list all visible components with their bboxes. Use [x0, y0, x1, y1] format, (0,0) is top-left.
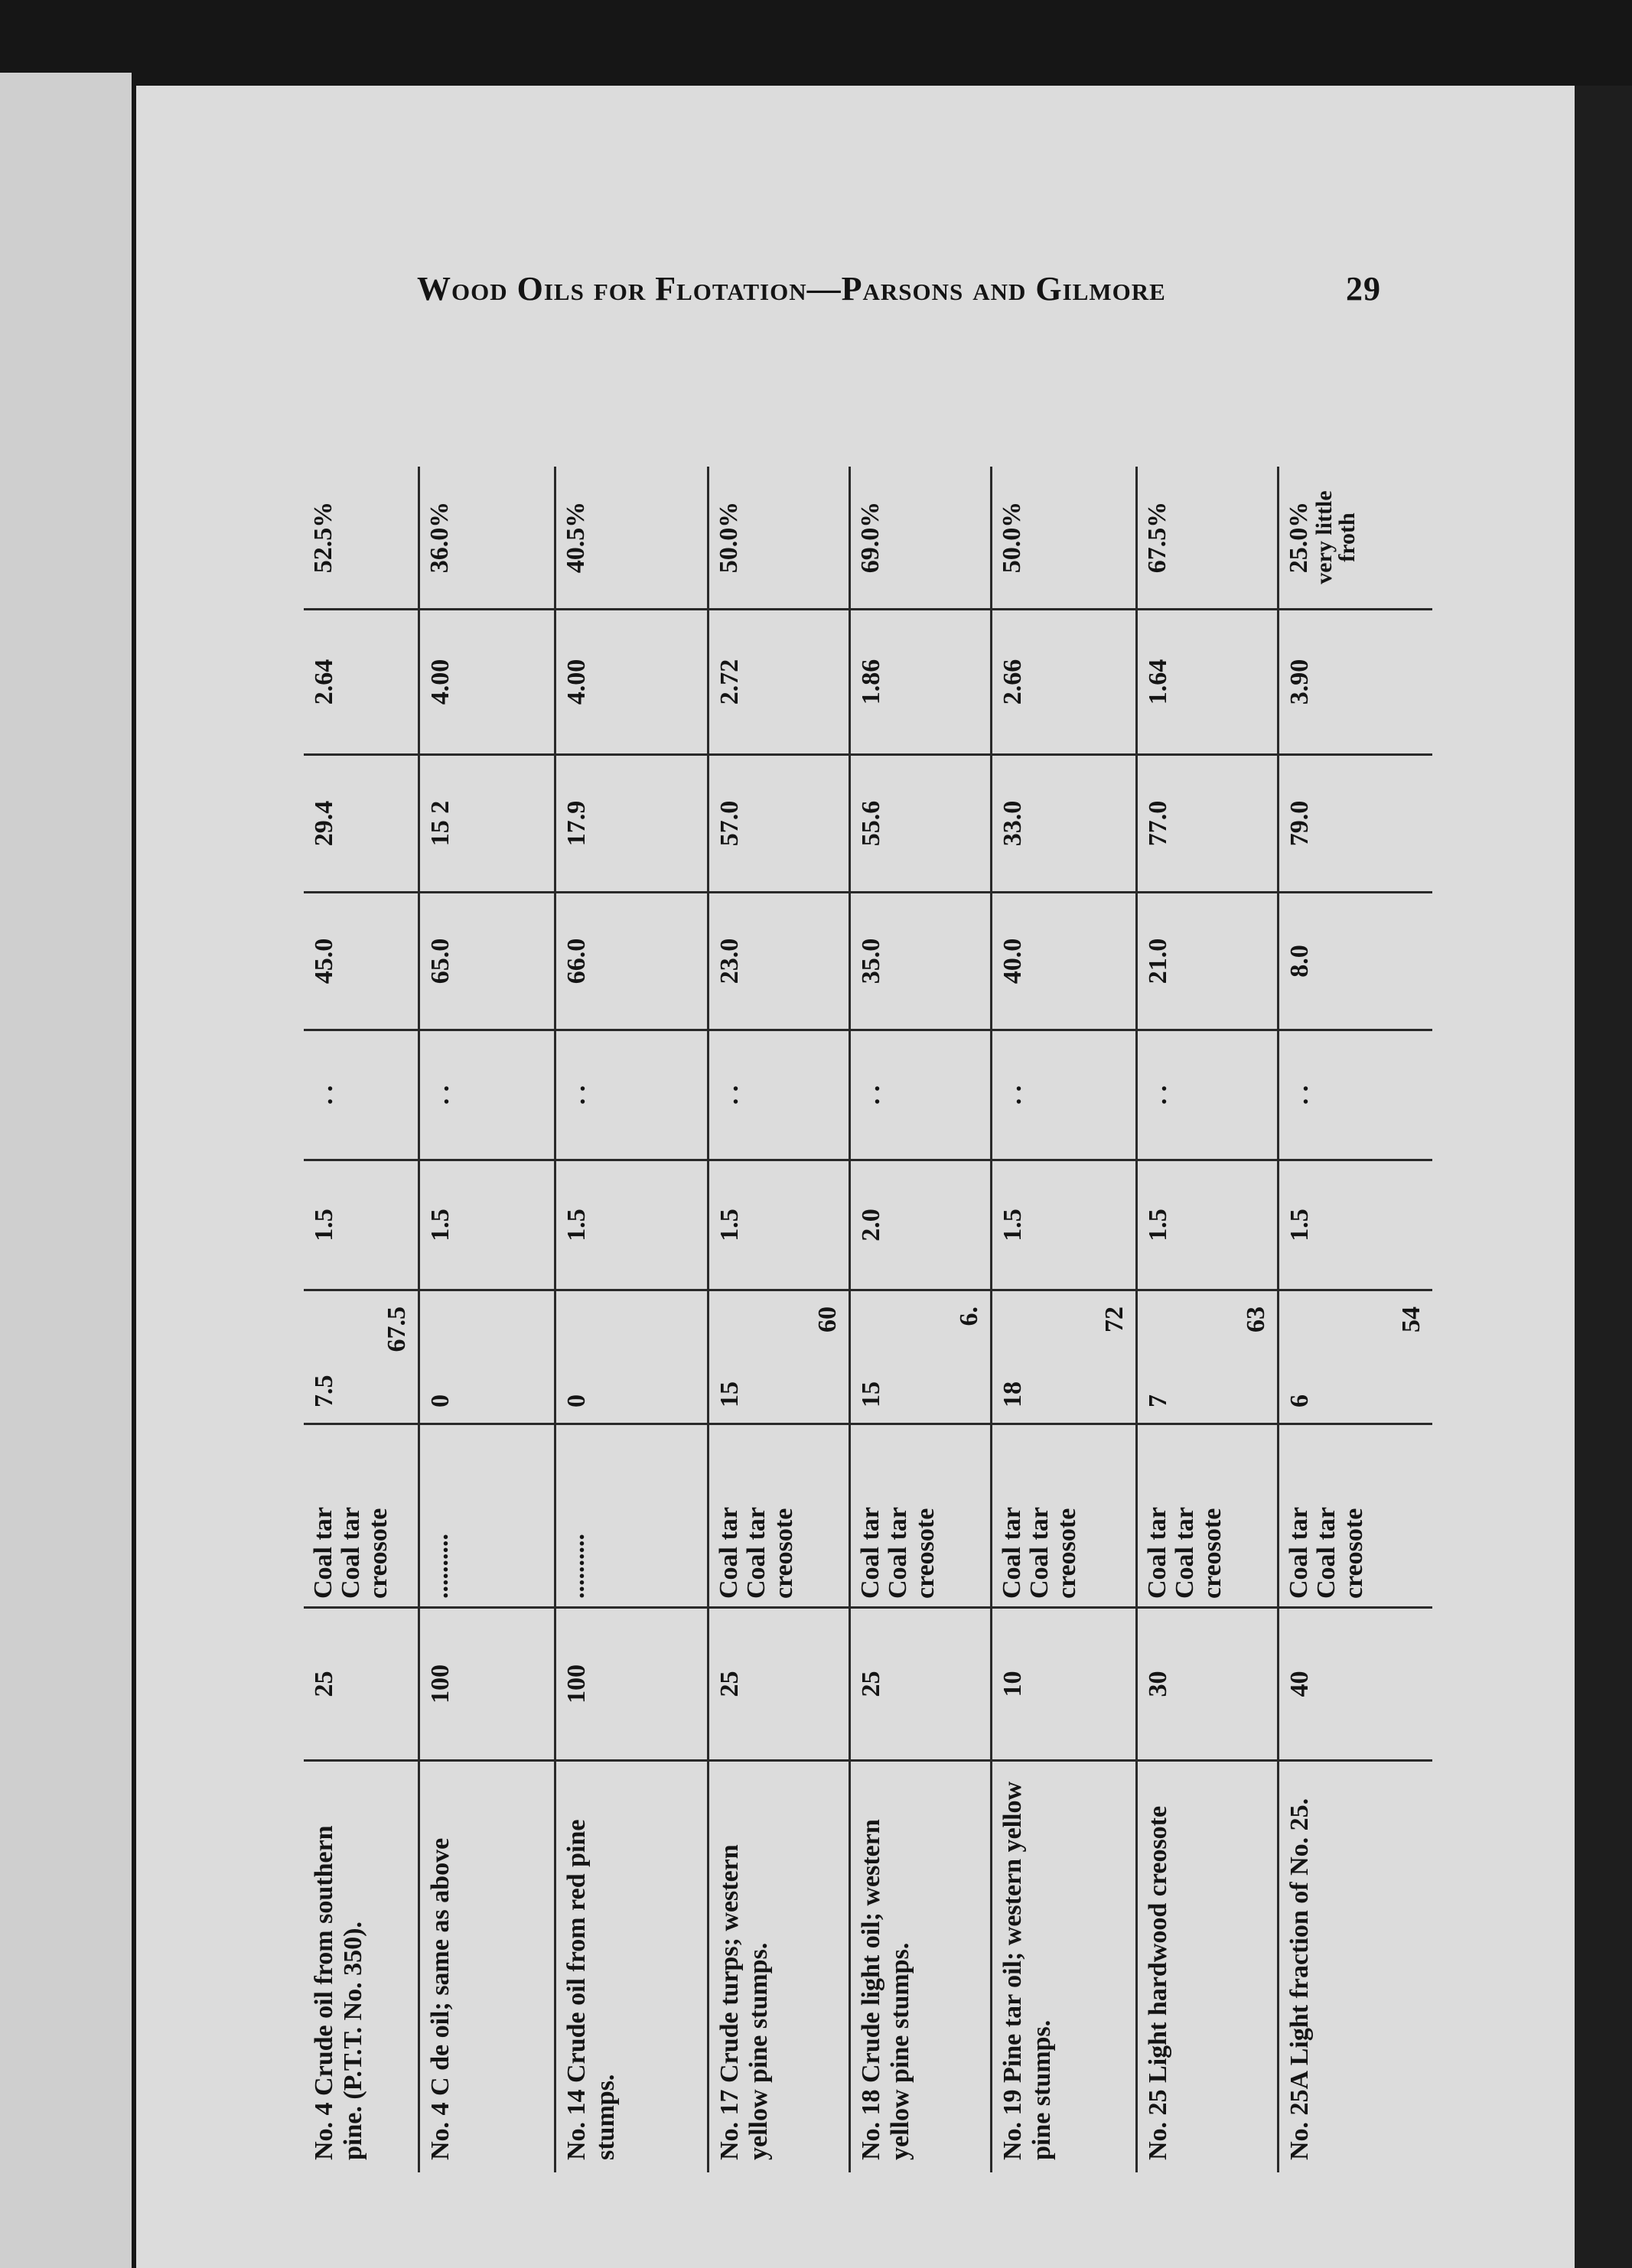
ratio-values — [998, 1299, 1129, 1415]
value-col-8: 29.4 — [304, 753, 420, 891]
value-col-7: 66.0 — [556, 891, 709, 1029]
value-col-9: 2.66 — [992, 608, 1138, 753]
added-substance-line: Coal tar — [309, 1507, 337, 1599]
dotted-cell: . . — [851, 1029, 992, 1159]
added-substance-line: creosote — [911, 1508, 940, 1599]
recovery-result — [556, 467, 709, 608]
oil-lbs: 1.5 — [1138, 1159, 1279, 1289]
added-substance-line: Coal tar — [1171, 1507, 1199, 1599]
recovery-result — [304, 467, 420, 608]
oil-description: No. 25 Light hardwood creosote — [1138, 1759, 1279, 2172]
data-table — [304, 459, 1425, 2172]
ratio-cell — [556, 1289, 709, 1423]
header-title: Wood Oils for Flotation—Parsons and Gilmore — [417, 270, 1166, 307]
value-col-9: 2.72 — [709, 608, 851, 753]
result-note: very little froth — [1311, 490, 1360, 584]
result-lines — [715, 474, 743, 600]
oil-lbs: 1.5 — [556, 1159, 709, 1289]
added-substance-line: Coal tar — [715, 1507, 743, 1599]
ratio-values — [1285, 1299, 1426, 1415]
oil-percent: 25 — [304, 1606, 420, 1759]
recovery-result — [1279, 467, 1432, 608]
added-substance-lines — [310, 1433, 393, 1599]
added-substance-line: creosote — [1198, 1508, 1226, 1599]
oil-percent: 10 — [992, 1606, 1138, 1759]
recovery-result — [420, 467, 556, 608]
result-value: 67.5% — [1143, 501, 1171, 574]
ratio-upper: 15 — [857, 1381, 885, 1407]
result-lines — [310, 474, 337, 600]
result-lines — [1285, 474, 1359, 600]
added-substance-line: Coal tar — [337, 1507, 365, 1599]
oil-description: No. 14 Crude oil from red pine stumps. — [556, 1759, 709, 2172]
added-substance-line: Coal tar — [998, 1507, 1026, 1599]
value-col-7: 21.0 — [1138, 891, 1279, 1029]
ratio-upper: 15 — [715, 1381, 744, 1407]
added-substance — [851, 1423, 992, 1606]
oil-lbs: 1.5 — [992, 1159, 1138, 1289]
added-substance-line: creosote — [1340, 1508, 1368, 1599]
value-col-8: 57.0 — [709, 753, 851, 891]
value-col-9: 4.00 — [420, 608, 556, 753]
value-col-8: 55.6 — [851, 753, 992, 891]
running-header — [417, 269, 1381, 315]
added-substance-line: Coal tar — [1285, 1507, 1313, 1599]
value-col-8: 33.0 — [992, 753, 1138, 891]
recovery-result — [709, 467, 851, 608]
added-substance-lines — [1285, 1433, 1368, 1599]
oil-percent: 30 — [1138, 1606, 1279, 1759]
ratio-upper: 0 — [426, 1394, 454, 1407]
result-lines — [857, 474, 884, 600]
value-col-7: 23.0 — [709, 891, 851, 1029]
dotted-cell: . . — [992, 1029, 1138, 1159]
result-value: 50.0% — [715, 501, 743, 574]
added-substance-line: Coal tar — [1143, 1507, 1171, 1599]
ratio-upper: 0 — [562, 1394, 591, 1407]
added-substance — [304, 1423, 420, 1606]
added-substance-line: creosote — [1053, 1508, 1081, 1599]
added-substance-line: .......... — [425, 1534, 454, 1599]
result-value: 25.0% — [1285, 501, 1313, 574]
added-substance-line: Coal tar — [856, 1507, 884, 1599]
ratio-values — [310, 1299, 412, 1415]
added-substance — [1138, 1423, 1279, 1606]
value-col-7: 65.0 — [420, 891, 556, 1029]
rotated-table — [304, 459, 1425, 2172]
ratio-cell — [709, 1289, 851, 1423]
ratio-cell — [992, 1289, 1138, 1423]
oil-percent: 25 — [709, 1606, 851, 1759]
ratio-lower: 54 — [1397, 1306, 1425, 1332]
value-col-9: 4.00 — [556, 608, 709, 753]
added-substance-lines — [857, 1433, 940, 1599]
value-col-8: 77.0 — [1138, 753, 1279, 891]
oil-percent: 25 — [851, 1606, 992, 1759]
dotted-cell: . . — [556, 1029, 709, 1159]
value-col-7: 35.0 — [851, 891, 992, 1029]
oil-percent: 100 — [556, 1606, 709, 1759]
added-substance-line: Coal tar — [1025, 1507, 1054, 1599]
oil-description: No. 4 C de oil; same as above — [420, 1759, 556, 2172]
dotted-cell: . . — [420, 1029, 556, 1159]
added-substance-line: Coal tar — [884, 1507, 912, 1599]
added-substance — [420, 1423, 556, 1606]
added-substance-lines — [715, 1433, 798, 1599]
ratio-cell — [851, 1289, 992, 1423]
result-lines — [998, 474, 1026, 600]
oil-description: No. 4 Crude oil from southern pine. (P.T.T. No. 350). — [304, 1759, 420, 2172]
ratio-lower: 67.5 — [383, 1306, 411, 1352]
added-substance — [992, 1423, 1138, 1606]
value-col-8: 79.0 — [1279, 753, 1432, 891]
ratio-upper: 7.5 — [310, 1375, 338, 1407]
dotted-cell: . . — [1138, 1029, 1279, 1159]
dotted-cell: . . — [1279, 1029, 1432, 1159]
oil-description: No. 19 Pine tar oil; western yellow pine stumps. — [992, 1759, 1138, 2172]
added-substance — [709, 1423, 851, 1606]
ratio-values — [1144, 1299, 1271, 1415]
recovery-result — [1138, 467, 1279, 608]
ratio-lower: 60 — [813, 1306, 842, 1332]
oil-description: No. 17 Crude turps; western yellow pine stumps. — [709, 1759, 851, 2172]
added-substance-line: Coal tar — [1312, 1507, 1340, 1599]
oil-description: No. 18 Crude light oil; western yellow pine stumps. — [851, 1759, 992, 2172]
oil-description: No. 25A Light fraction of No. 25. — [1279, 1759, 1432, 2172]
ratio-upper: 18 — [998, 1381, 1027, 1407]
ratio-upper: 7 — [1144, 1394, 1172, 1407]
value-col-7: 40.0 — [992, 891, 1138, 1029]
oil-lbs: 2.0 — [851, 1159, 992, 1289]
value-col-7: 8.0 — [1279, 891, 1432, 1029]
page-number: 29 — [1346, 270, 1381, 307]
added-substance-line: creosote — [770, 1508, 798, 1599]
oil-lbs: 1.5 — [709, 1159, 851, 1289]
ratio-cell — [1279, 1289, 1432, 1423]
value-col-9: 1.86 — [851, 608, 992, 753]
result-value: 40.5% — [562, 501, 590, 574]
result-lines — [562, 474, 590, 600]
result-value: 52.5% — [309, 501, 337, 574]
ratio-cell — [1138, 1289, 1279, 1423]
ratio-values — [857, 1299, 984, 1415]
scan-background — [1575, 86, 1632, 2268]
ratio-values — [562, 1299, 701, 1415]
added-substance-line: .......... — [562, 1534, 590, 1599]
dotted-cell: . . — [304, 1029, 420, 1159]
added-substance-lines — [1144, 1433, 1226, 1599]
added-substance-lines — [562, 1433, 590, 1599]
added-substance-line: Coal tar — [742, 1507, 770, 1599]
ratio-upper: 6 — [1285, 1394, 1314, 1407]
added-substance-lines — [998, 1433, 1081, 1599]
recovery-result — [992, 467, 1138, 608]
value-col-7: 45.0 — [304, 891, 420, 1029]
ratio-values — [715, 1299, 842, 1415]
value-col-8: 17.9 — [556, 753, 709, 891]
value-col-9: 1.64 — [1138, 608, 1279, 753]
result-value: 36.0% — [425, 501, 454, 574]
ratio-lower: 63 — [1242, 1306, 1270, 1332]
ratio-values — [426, 1299, 548, 1415]
ratio-cell — [304, 1289, 420, 1423]
result-lines — [1144, 474, 1171, 600]
ratio-lower: 72 — [1100, 1306, 1129, 1332]
oil-percent: 40 — [1279, 1606, 1432, 1759]
added-substance — [1279, 1423, 1432, 1606]
value-col-9: 3.90 — [1279, 608, 1432, 753]
ratio-cell — [420, 1289, 556, 1423]
dotted-cell: . . — [709, 1029, 851, 1159]
facing-page-edge — [0, 73, 132, 2268]
oil-lbs: 1.5 — [420, 1159, 556, 1289]
result-lines — [426, 474, 454, 600]
added-substance-line: creosote — [364, 1508, 393, 1599]
added-substance — [556, 1423, 709, 1606]
added-substance-lines — [426, 1433, 454, 1599]
result-value: 50.0% — [998, 501, 1026, 574]
value-col-9: 2.64 — [304, 608, 420, 753]
value-col-8: 15 2 — [420, 753, 556, 891]
result-value: 69.0% — [856, 501, 884, 574]
oil-percent: 100 — [420, 1606, 556, 1759]
ratio-lower: 6. — [955, 1306, 983, 1326]
oil-lbs: 1.5 — [1279, 1159, 1432, 1289]
oil-lbs: 1.5 — [304, 1159, 420, 1289]
recovery-result — [851, 467, 992, 608]
